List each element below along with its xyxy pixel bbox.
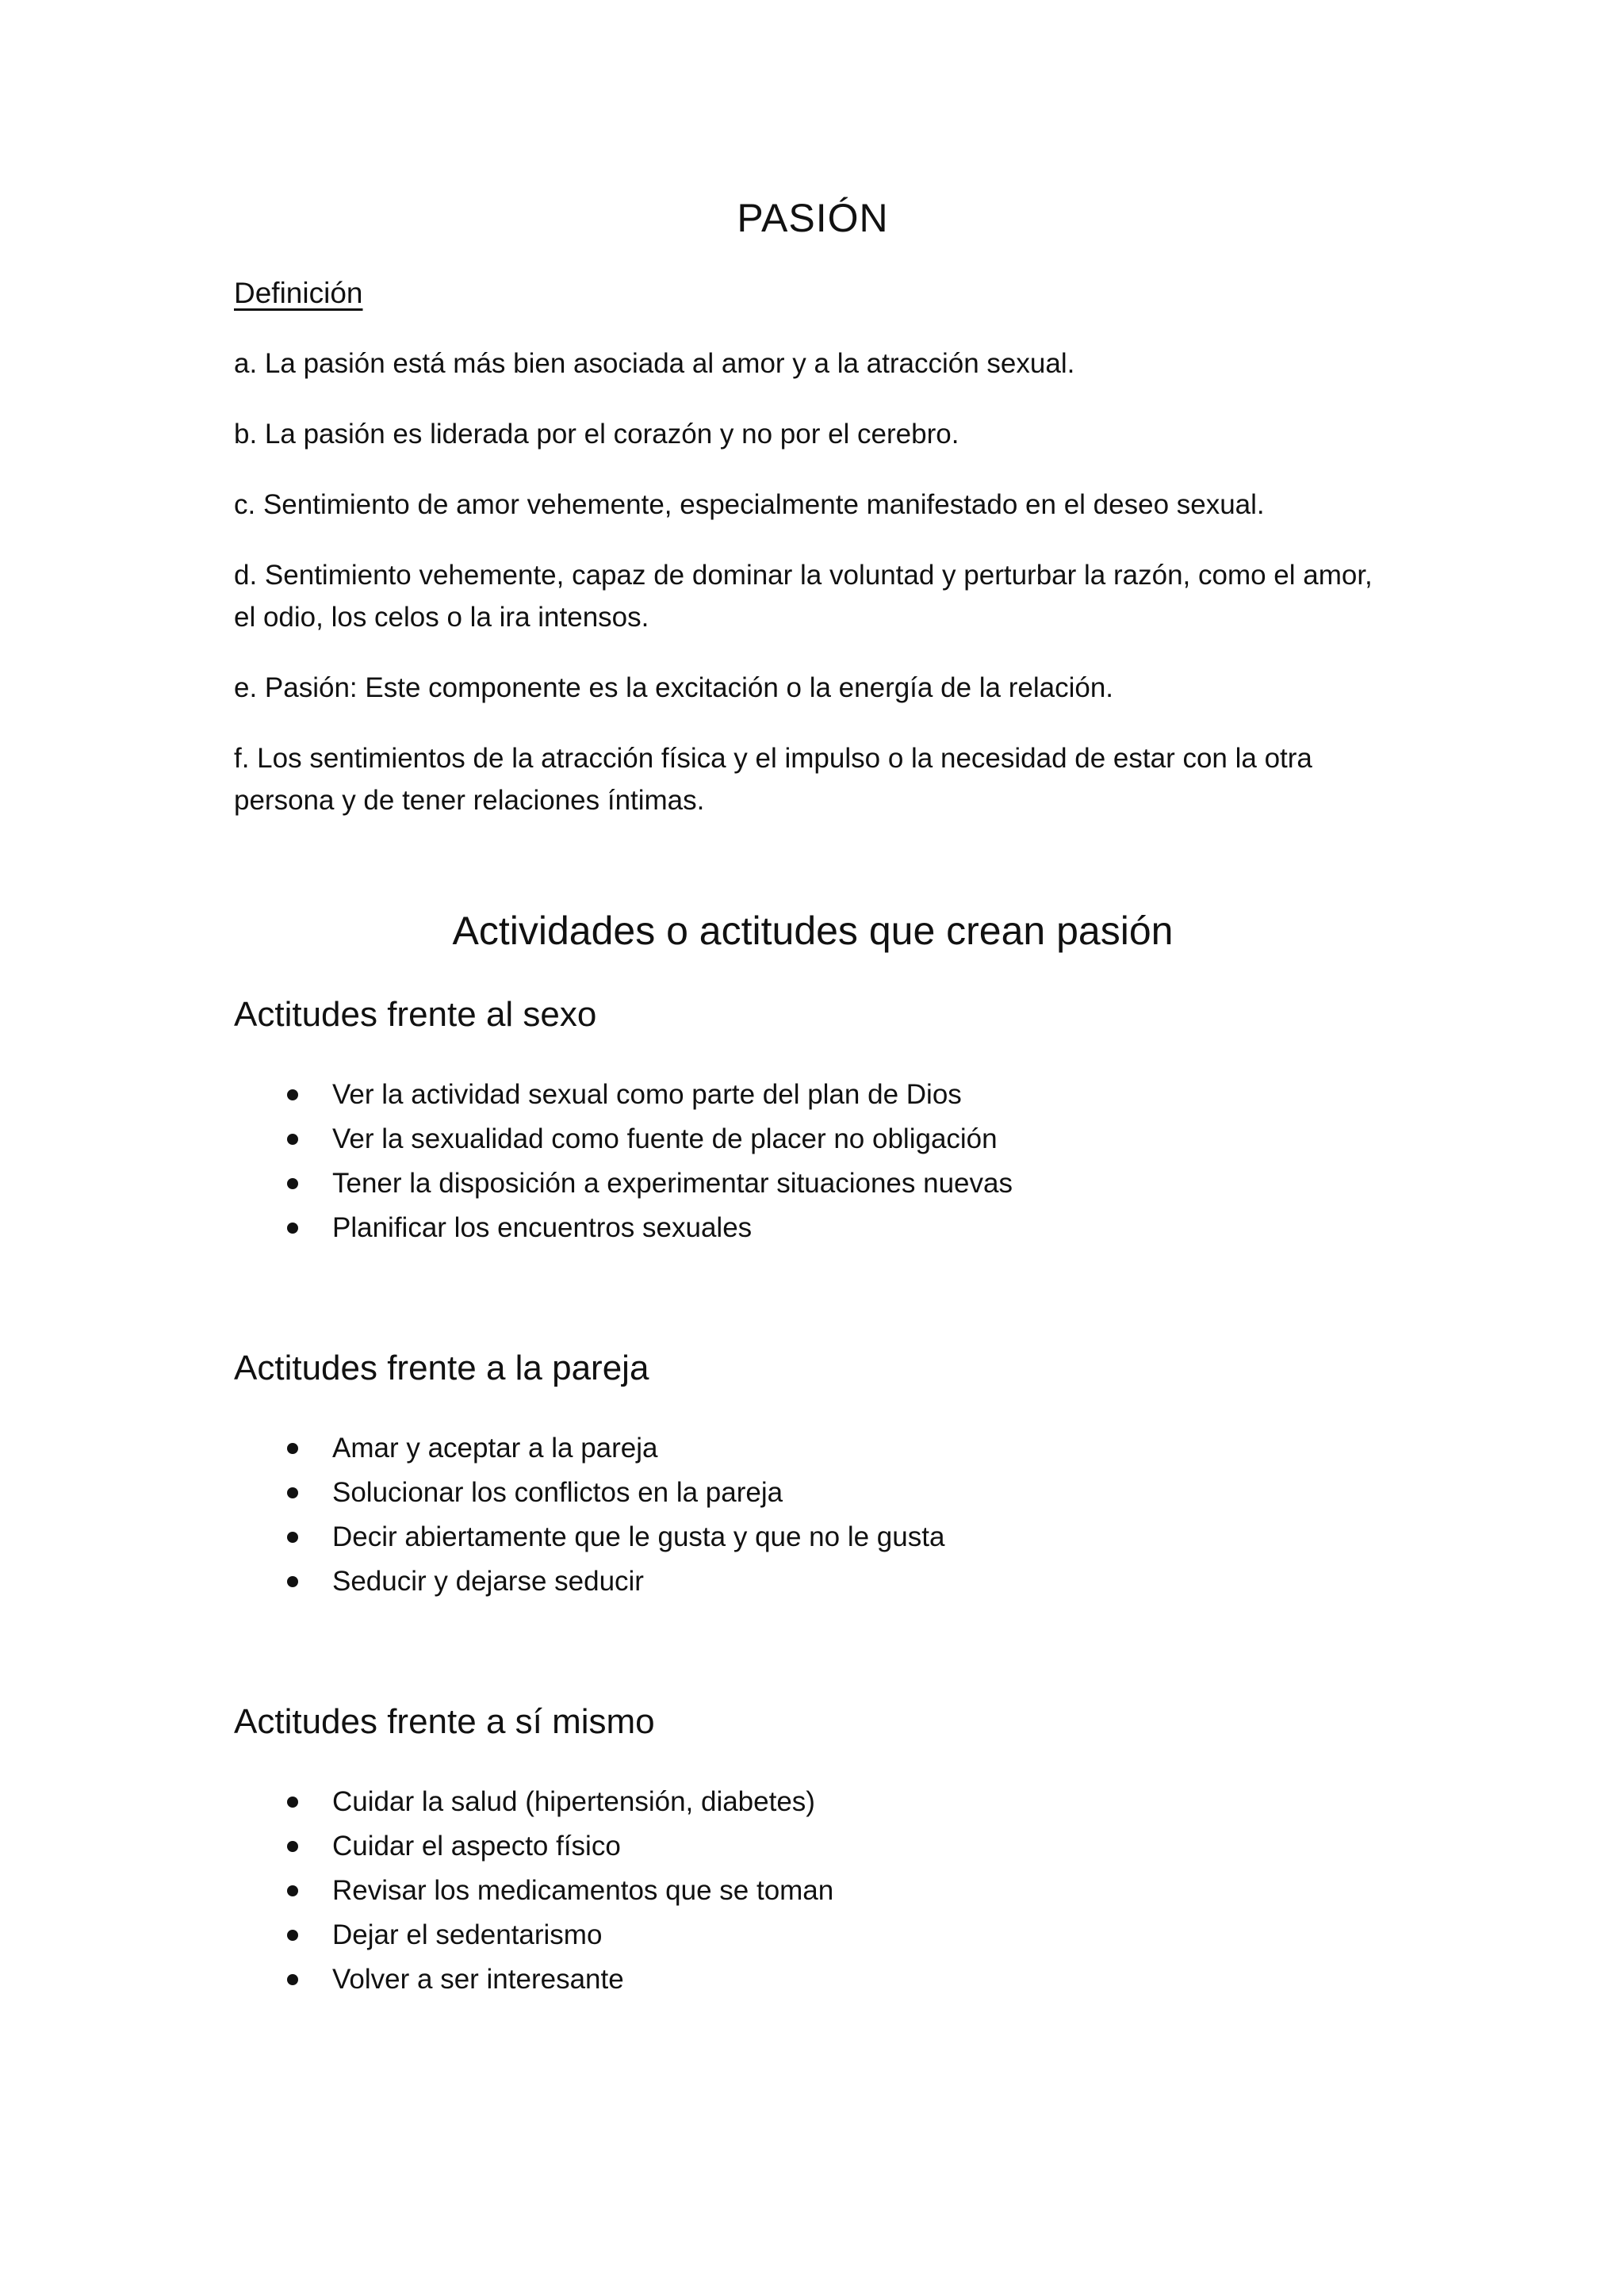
list-item-text: Seducir y dejarse seducir bbox=[332, 1566, 644, 1597]
list-item bbox=[234, 1780, 1392, 1824]
document-content bbox=[234, 190, 1392, 2002]
bullet-list bbox=[234, 1426, 1392, 1604]
list-item bbox=[234, 1426, 1392, 1471]
definition-item: b. La pasión es liderada por el corazón y no por el cerebro. bbox=[234, 419, 959, 450]
list-item-text: Planificar los encuentros sexuales bbox=[332, 1212, 753, 1243]
group-heading: Actitudes frente a sí mismo bbox=[234, 1702, 655, 1741]
list-item bbox=[234, 1559, 1392, 1604]
bullet-icon bbox=[287, 1576, 298, 1587]
bullet-icon bbox=[287, 1974, 298, 1985]
list-item-text: Ver la actividad sexual como parte del plan de Dios bbox=[332, 1079, 962, 1110]
list-item bbox=[234, 1161, 1392, 1206]
list-item bbox=[234, 1073, 1392, 1117]
list-item bbox=[234, 1824, 1392, 1869]
bullet-icon bbox=[287, 1841, 298, 1852]
bullet-icon bbox=[287, 1089, 298, 1100]
group-heading: Actitudes frente a la pareja bbox=[234, 1349, 649, 1387]
definition-item: d. Sentimiento vehemente, capaz de dominar la voluntad y perturbar la razón, como el amor, el odio, los celos o la ira intensos. bbox=[234, 560, 1373, 633]
bullet-icon bbox=[287, 1930, 298, 1941]
list-item-text: Tener la disposición a experimentar situaciones nuevas bbox=[332, 1168, 1013, 1199]
list-item bbox=[234, 1515, 1392, 1559]
list-item-text: Volver a ser interesante bbox=[332, 1964, 624, 1995]
document-title: PASIÓN bbox=[737, 196, 889, 240]
definition-item: f. Los sentimientos de la atracción física y el impulso o la necesidad de estar con la otra persona y de tener relaciones íntimas. bbox=[234, 743, 1312, 816]
list-item-text: Ver la sexualidad como fuente de placer no obligación bbox=[332, 1123, 998, 1154]
definition-item: e. Pasión: Este componente es la excitación o la energía de la relación. bbox=[234, 672, 1114, 703]
bullet-icon bbox=[287, 1443, 298, 1454]
list-item-text: Dejar el sedentarismo bbox=[332, 1919, 603, 1950]
list-item-text: Solucionar los conflictos en la pareja bbox=[332, 1477, 783, 1508]
definition-item: a. La pasión está más bien asociada al amor y a la atracción sexual. bbox=[234, 348, 1075, 379]
list-item-text: Cuidar la salud (hipertensión, diabetes) bbox=[332, 1786, 815, 1817]
bullet-icon bbox=[287, 1223, 298, 1234]
bullet-icon bbox=[287, 1487, 298, 1498]
bullet-icon bbox=[287, 1797, 298, 1808]
list-item bbox=[234, 1206, 1392, 1250]
list-item bbox=[234, 1913, 1392, 1957]
group-heading: Actitudes frente al sexo bbox=[234, 995, 597, 1034]
list-item bbox=[234, 1471, 1392, 1515]
bullet-icon bbox=[287, 1532, 298, 1543]
bullet-icon bbox=[287, 1885, 298, 1896]
definition-item: c. Sentimiento de amor vehemente, especialmente manifestado en el deseo sexual. bbox=[234, 489, 1265, 520]
list-item-text: Revisar los medicamentos que se toman bbox=[332, 1875, 834, 1906]
list-item bbox=[234, 1869, 1392, 1913]
bullet-icon bbox=[287, 1134, 298, 1145]
list-item-text: Cuidar el aspecto físico bbox=[332, 1831, 621, 1862]
list-item-text: Decir abiertamente que le gusta y que no le gusta bbox=[332, 1521, 945, 1552]
list-item bbox=[234, 1117, 1392, 1161]
section-title: Actividades o actitudes que crean pasión bbox=[452, 909, 1174, 953]
definition-heading: Definición bbox=[234, 277, 363, 309]
list-item-text: Amar y aceptar a la pareja bbox=[332, 1433, 658, 1464]
list-item bbox=[234, 1957, 1392, 2002]
bullet-list bbox=[234, 1073, 1392, 1250]
bullet-icon bbox=[287, 1178, 298, 1189]
bullet-list bbox=[234, 1780, 1392, 2002]
